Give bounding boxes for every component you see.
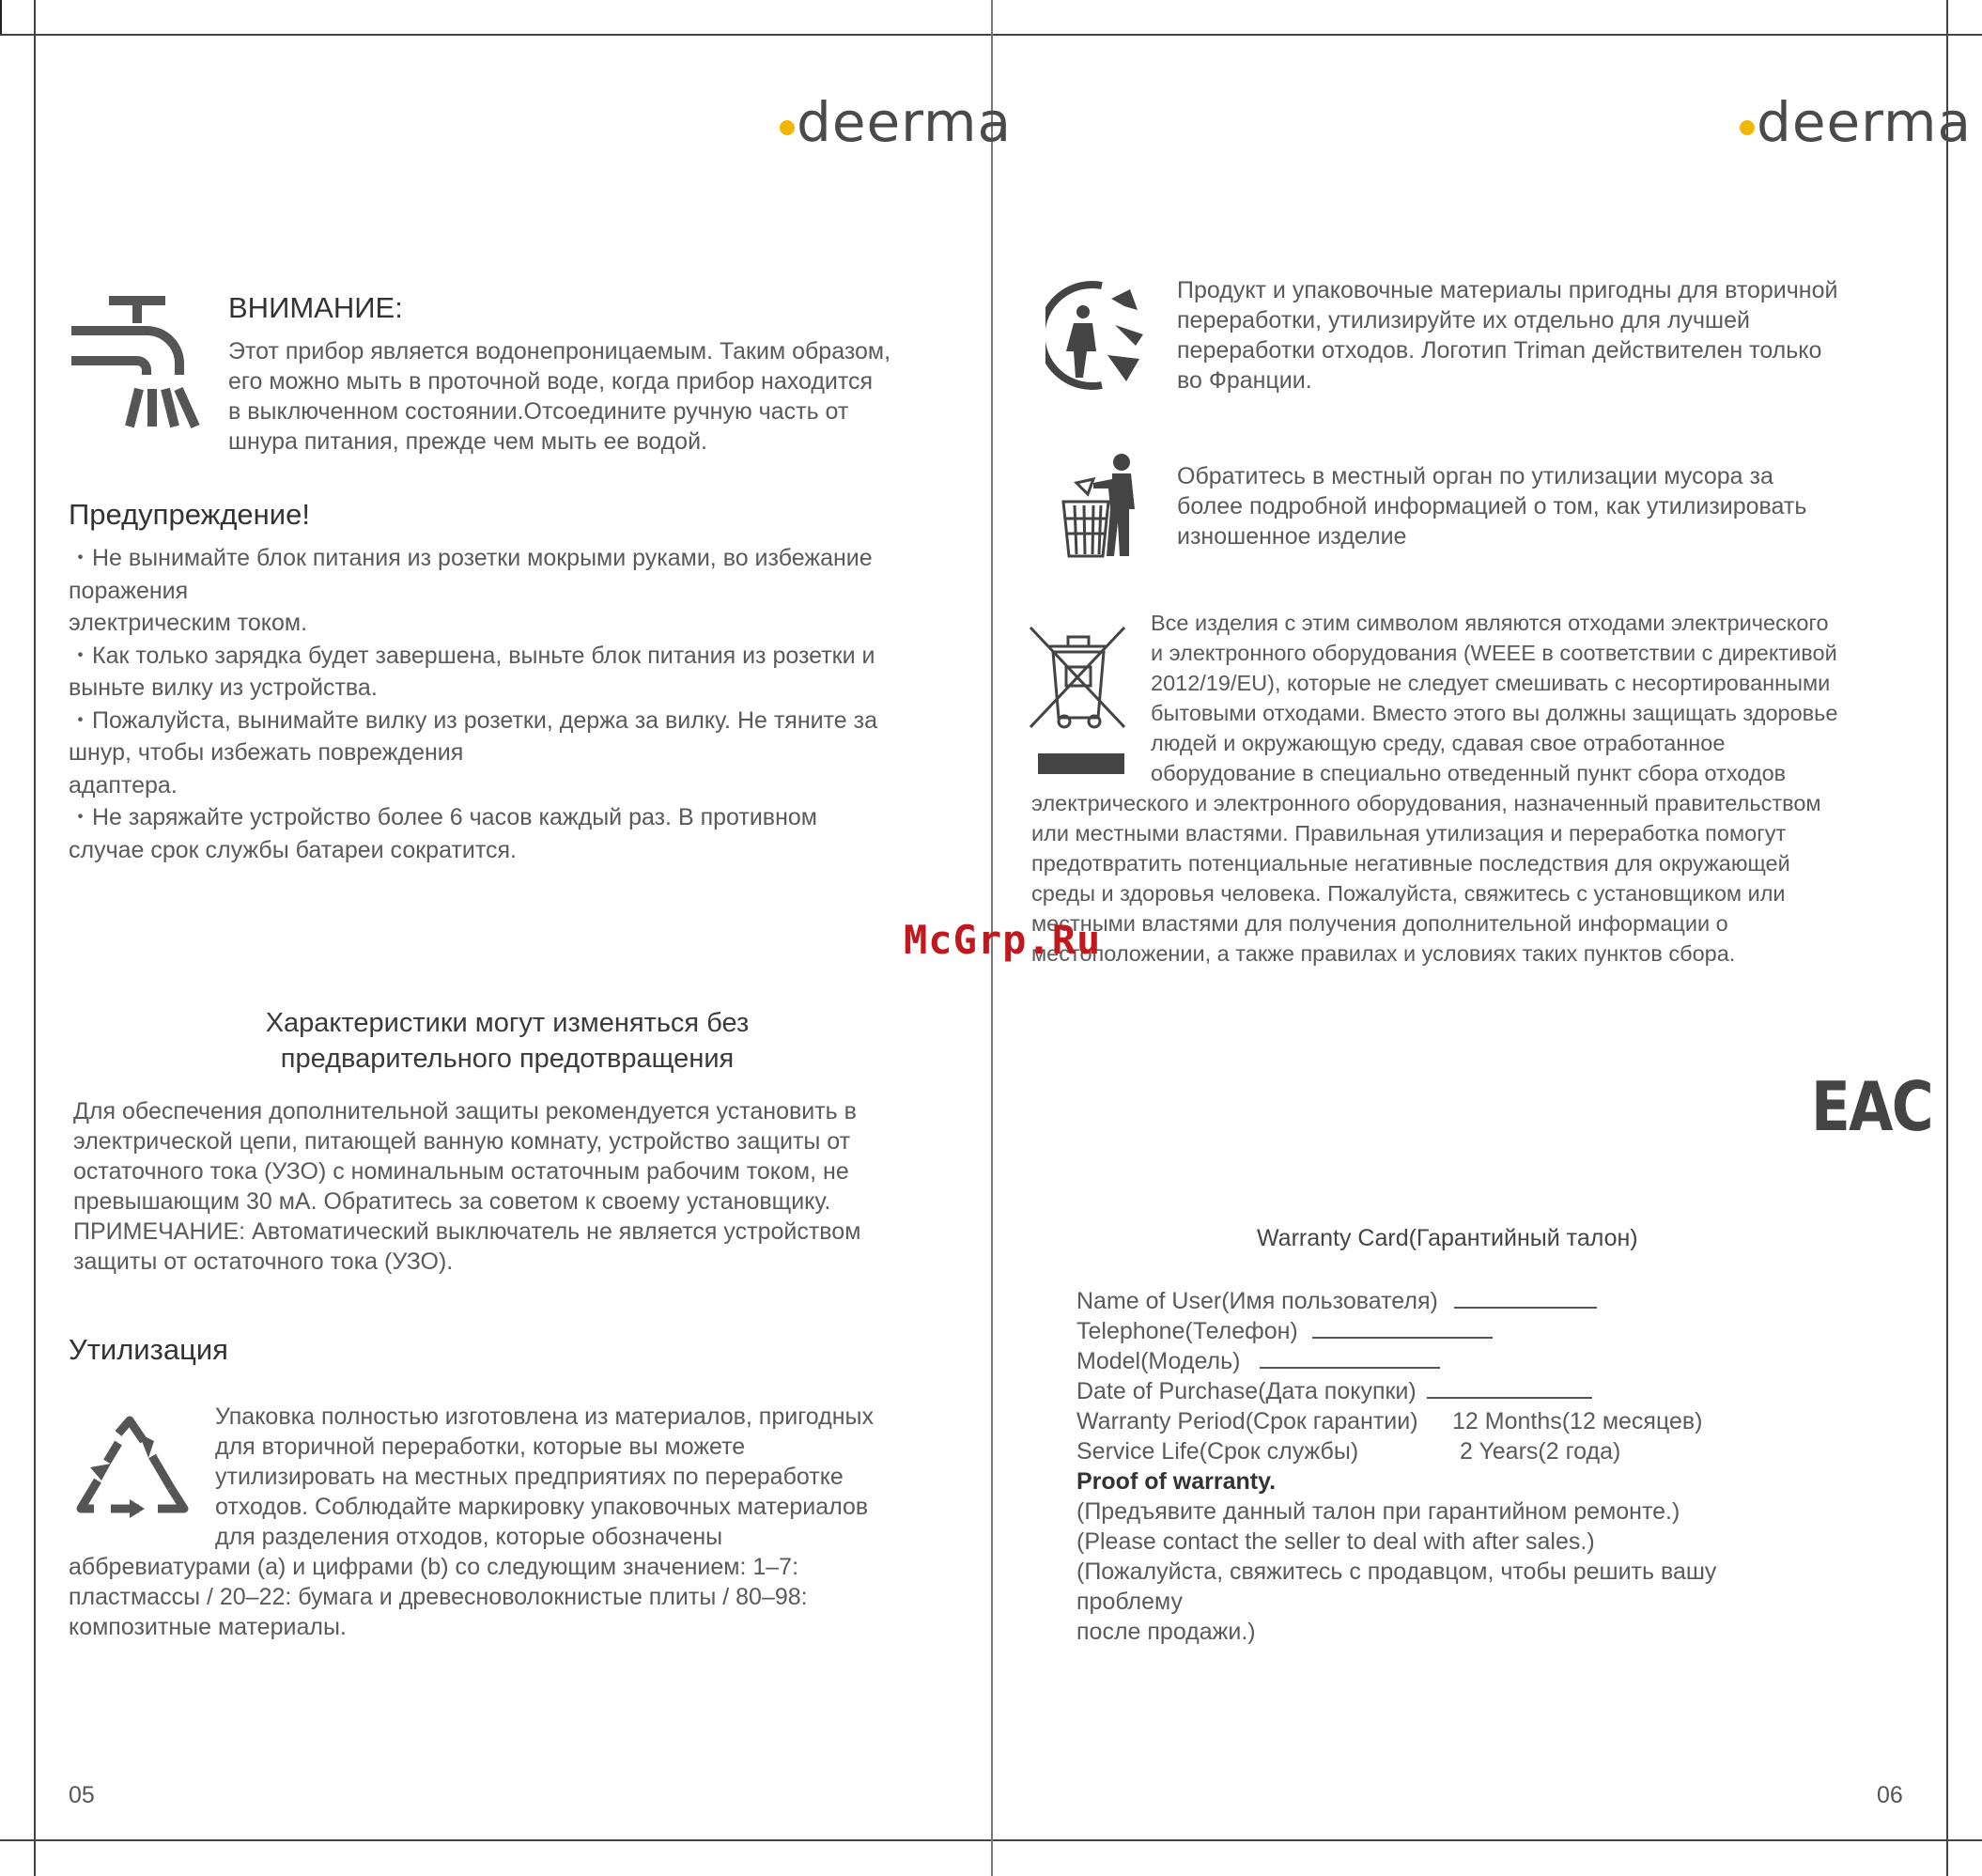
field-label: Service Life(Срок службы) (1076, 1438, 1359, 1465)
brand-logo (780, 90, 1013, 154)
warranty-period-value: 12 Months(12 месяцев) (1452, 1408, 1703, 1434)
triman-text (1177, 275, 1928, 395)
text-line: электрической цепи, питающей ванную комнату, устройство защиты от (73, 1128, 851, 1155)
field-label: Name of User(Имя пользователя) (1076, 1288, 1438, 1314)
text-line: во Франции. (1177, 367, 1312, 394)
trash-text (1177, 461, 1928, 551)
logo-dot-icon (1740, 120, 1755, 135)
spec-title (132, 1005, 883, 1077)
text-line: (Предъявите данный талон при гарантийном ремонте.) (1076, 1498, 1680, 1525)
date-of-purchase-line[interactable] (1427, 1378, 1592, 1399)
text-line: Обратитесь в местный орган по утилизации мусора за (1177, 463, 1773, 489)
crop-mark (1946, 0, 1948, 1876)
warranty-field-row (1076, 1316, 1828, 1346)
watermark: McGrp.Ru (904, 917, 1102, 963)
text-line: утилизировать на местных предприятиях по переработке (215, 1464, 844, 1490)
text-line: переработки отходов. Логотип Triman действителен только (1177, 337, 1822, 364)
brand-logo (1740, 90, 1973, 154)
service-life-value: 2 Years(2 года) (1460, 1438, 1621, 1465)
text-line: ・Как только зарядка будет завершена, выньте блок питания из розетки и (69, 642, 875, 669)
text-line: ПРИМЕЧАНИЕ: Автоматический выключатель не является устройством (73, 1218, 861, 1245)
text-line: аббревиатурами (a) и цифрами (b) со следующим значением: 1–7: (69, 1554, 799, 1580)
disposal-title: Утилизация (69, 1333, 228, 1366)
text-line: электрическим током. (69, 610, 308, 636)
eac-mark-text: EAC (1811, 1067, 1932, 1146)
text-line: его можно мыть в проточной воде, когда прибор находится (228, 368, 874, 395)
text-line: ・Не вынимайте блок питания из розетки мокрыми руками, во избежание (69, 545, 873, 571)
text-line: Все изделия с этим символом являются отходами электрического (1151, 611, 1829, 635)
text-line: защиты от остаточного тока (УЗО). (73, 1248, 454, 1275)
text-line: в выключенном состоянии.Отсоедините ручную часть от (228, 398, 849, 425)
text-line: остаточного тока (УЗО) с номинальным остаточным рабочим током, не (73, 1158, 849, 1185)
attention-title: ВНИМАНИЕ: (228, 291, 403, 324)
warranty-field-row (1076, 1436, 1828, 1466)
proof-title: Proof of warranty. (1076, 1468, 1277, 1495)
attention-text (228, 336, 961, 457)
text-line: Упаковка полностью изготовлена из материалов, пригодных (215, 1403, 874, 1430)
crop-mark (34, 0, 36, 1876)
name-of-user-line[interactable] (1454, 1288, 1597, 1309)
weee-crossed-bin-icon (1027, 624, 1130, 776)
text-line: (Please contact the seller to deal with after sales.) (1076, 1528, 1595, 1555)
page-number-right: 06 (1877, 1782, 1903, 1808)
text-line: переработки, утилизируйте их отдельно для лучшей (1177, 307, 1750, 333)
field-label: Date of Purchase(Дата покупки) (1076, 1378, 1417, 1404)
text-line: среды и здоровья человека. Пожалуйста, свяжитесь с установщиком или (1031, 881, 1786, 906)
text-line: после продажи.) (1076, 1619, 1256, 1645)
text-line: людей и окружающую среду, сдавая свое отработанное (1151, 731, 1726, 755)
field-label: Telephone(Телефон) (1076, 1318, 1298, 1344)
text-line: отходов. Соблюдайте маркировку упаковочных материалов (215, 1494, 869, 1520)
logo-dot-icon (780, 120, 795, 135)
warning-title: Предупреждение! (69, 498, 310, 531)
triman-icon (1045, 280, 1156, 391)
warranty-field-row (1076, 1286, 1828, 1316)
text-line: более подробной информацией о том, как утилизировать (1177, 493, 1807, 519)
text-line: случае срок службы батареи сократится. (69, 836, 518, 863)
warranty-fields (1076, 1286, 1828, 1647)
field-label: Warranty Period(Срок гарантии) (1076, 1408, 1418, 1434)
warranty-field-row (1076, 1406, 1828, 1436)
warning-text (69, 542, 970, 866)
text-line: ・Пожалуйста, вынимайте вилку из розетки, держа за вилку. Не тяните за (69, 706, 877, 734)
text-line: изношенное изделие (1177, 523, 1407, 550)
faucet-water-icon (71, 295, 203, 430)
field-label: Model(Модель) (1076, 1348, 1241, 1374)
text-line: шнура питания, прежде чем мыть ее водой. (228, 428, 707, 455)
text-line: для вторичной переработки, которые вы можете (215, 1434, 746, 1460)
page-number-left: 05 (69, 1782, 95, 1808)
text-line: или местными властями. Правильная утилизация и переработка помогут (1031, 821, 1787, 845)
text-line: предотвратить потенциальные негативные последствия для окружающей (1031, 851, 1790, 876)
recycle-icon (73, 1415, 195, 1520)
text-line: ・Не заряжайте устройство более 6 часов каждый раз. В противном (69, 804, 817, 830)
text-line: для разделения отходов, которые обозначены (215, 1524, 723, 1550)
warranty-field-row (1076, 1376, 1828, 1406)
trash-disposal-icon (1060, 451, 1150, 560)
text-line: поражения (69, 577, 189, 604)
text-line: электрического и электронного оборудования, назначенный правительством (1031, 791, 1821, 815)
text-line: композитные материалы. (69, 1614, 347, 1640)
disposal-text-full (69, 1552, 980, 1642)
spec-title-line: Характеристики могут изменяться без (265, 1008, 750, 1038)
text-line: Для обеспечения дополнительной защиты рекомендуется установить в (73, 1098, 857, 1124)
text-line: 2012/19/EU), которые не следует смешивать с несортированными (1151, 671, 1831, 695)
text-line: (Пожалуйста, свяжитесь с продавцом, чтобы решить вашу проблему (1076, 1558, 1717, 1615)
text-line: адаптера. (69, 771, 178, 798)
text-line: шнур, чтобы избежать повреждения (69, 739, 464, 766)
warranty-card-title: Warranty Card(Гарантийный талон) (1257, 1225, 1638, 1251)
text-line: и электронного оборудования (WEEE в соответствии с директивой (1151, 641, 1837, 665)
text-line: выньте вилку из устройства. (69, 674, 378, 701)
text-line: Этот прибор является водонепроницаемым. Таким образом, (228, 338, 891, 364)
brand-logo-text: deerma (1757, 90, 1973, 154)
text-line: Продукт и упаковочные материалы пригодны для вторичной (1177, 277, 1838, 303)
rcd-text (73, 1096, 975, 1277)
warranty-field-row (1076, 1346, 1828, 1376)
spec-title-line: предварительного предотвращения (280, 1044, 735, 1074)
telephone-line[interactable] (1312, 1318, 1493, 1339)
text-line: превышающим 30 мА. Обратитесь за советом к своему установщику. (73, 1188, 831, 1215)
text-line: оборудование в специально отведенный пункт сбора отходов (1151, 761, 1787, 785)
text-line: пластмассы / 20–22: бумага и древесноволокнистые плиты / 80–98: (69, 1584, 808, 1610)
weee-text-indented (1151, 608, 1930, 788)
text-line: бытовыми отходами. Вместо этого вы должны защищать здоровье (1151, 701, 1838, 725)
text-line: местными властями для получения дополнительной информации о (1031, 911, 1728, 936)
text-line: местоположении, а также правилах и условиях таких пунктов сбора. (1031, 941, 1736, 966)
brand-logo-text: deerma (797, 90, 1013, 154)
disposal-text-indented (215, 1402, 976, 1552)
weee-text-full (1031, 788, 1943, 969)
eac-mark (1811, 1067, 1932, 1146)
crop-mark (0, 0, 2, 34)
model-line[interactable] (1260, 1348, 1440, 1369)
